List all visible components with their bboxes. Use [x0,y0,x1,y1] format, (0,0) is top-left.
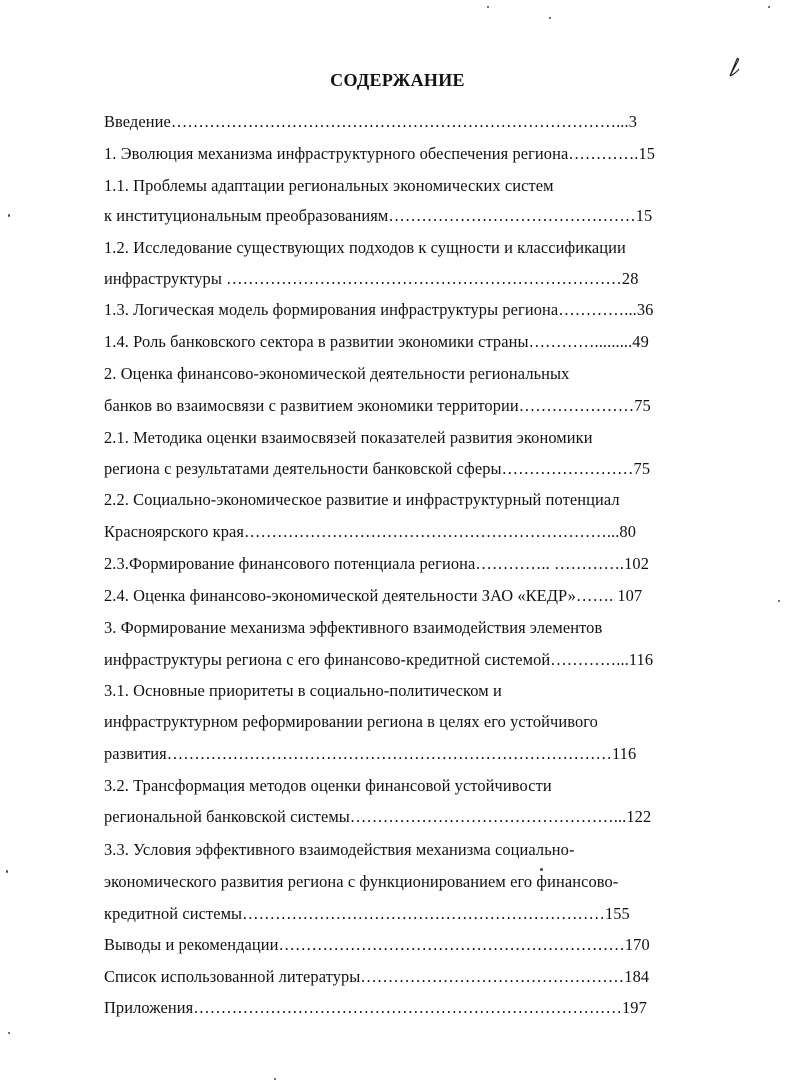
toc-line-conclusions: Выводы и рекомендации………………………………………………………170 [104,935,650,954]
toc-line-2-1: 2.1. Методика оценки взаимосвязей показателей развития экономики [104,428,593,447]
scan-speck [8,1032,10,1034]
toc-line-3-3-cont: экономического развития региона с функционированием его финансово- [104,872,619,891]
toc-line-1-4: 1.4. Роль банковского сектора в развитии экономики страны………….........49 [104,332,649,351]
toc-line-3-3: 3.3. Условия эффективного взаимодействия механизма социально- [104,840,575,859]
scan-speck [487,6,489,8]
toc-line-chapter-1: 1. Эволюция механизма инфраструктурного обеспечения региона………….15 [104,144,656,163]
toc-line-chapter-3: 3. Формирование механизма эффективного взаимодействия элементов [104,618,603,637]
toc-line-1-1-cont: к институциональным преобразованиям………………………………………15 [104,206,653,225]
toc-line-3-2-cont: региональной банковской системы…………………………………………...122 [104,807,652,826]
toc-line-3-1-cont2: развития………………………………………………………………………116 [104,744,637,763]
scan-speck [540,868,543,871]
toc-line-references: Список использованной литературы…………………………………………184 [104,967,650,986]
toc-line-3-2: 3.2. Трансформация методов оценки финансовой устойчивости [104,776,552,795]
toc-line-2-3: 2.3.Формирование финансового потенциала региона………….. ………….102 [104,554,650,573]
toc-line-introduction: Введение………………………………………………………………………...3 [104,112,638,131]
toc-line-chapter-3-cont: инфраструктуры региона с его финансово-кредитной системой…………...116 [104,650,654,669]
scan-speck [549,17,551,19]
handwritten-mark-icon [727,56,741,78]
toc-line-3-1-cont: инфраструктурном реформировании региона в целях его устойчивого [104,712,598,731]
toc-line-2-2: 2.2. Социально-экономическое развитие и инфраструктурный потенциал [104,490,620,509]
scan-speck [274,1078,276,1080]
toc-line-2-2-cont: Красноярского края…………………………………………………………...80 [104,522,637,541]
toc-line-appendices: Приложения……………………………………………………………………197 [104,998,647,1017]
scan-speck [8,214,10,217]
toc-line-3-3-cont2: кредитной системы…………………………………………………………155 [104,904,630,923]
toc-line-1-2-cont: инфраструктуры ………………………………………………………………28 [104,269,639,288]
toc-line-chapter-2-cont: банков во взаимосвязи с развитием экономики территории…………………75 [104,396,651,415]
toc-line-1-2: 1.2. Исследование существующих подходов к сущности и классификации [104,238,626,257]
scan-speck [6,870,8,873]
page-title: СОДЕРЖАНИЕ [330,70,465,90]
toc-line-2-1-cont: региона с результатами деятельности банковской сферы……………………75 [104,459,651,478]
toc-line-1-1: 1.1. Проблемы адаптации региональных экономических систем [104,176,554,195]
toc-line-chapter-2: 2. Оценка финансово-экономической деятельности региональных [104,364,570,383]
scan-speck [768,6,770,8]
toc-line-3-1: 3.1. Основные приоритеты в социально-политическом и [104,681,502,700]
scan-speck [778,600,780,602]
toc-line-2-4: 2.4. Оценка финансово-экономической деятельности ЗАО «КЕДР»……. 107 [104,586,643,605]
toc-line-1-3: 1.3. Логическая модель формирования инфраструктуры региона…………...36 [104,300,654,319]
